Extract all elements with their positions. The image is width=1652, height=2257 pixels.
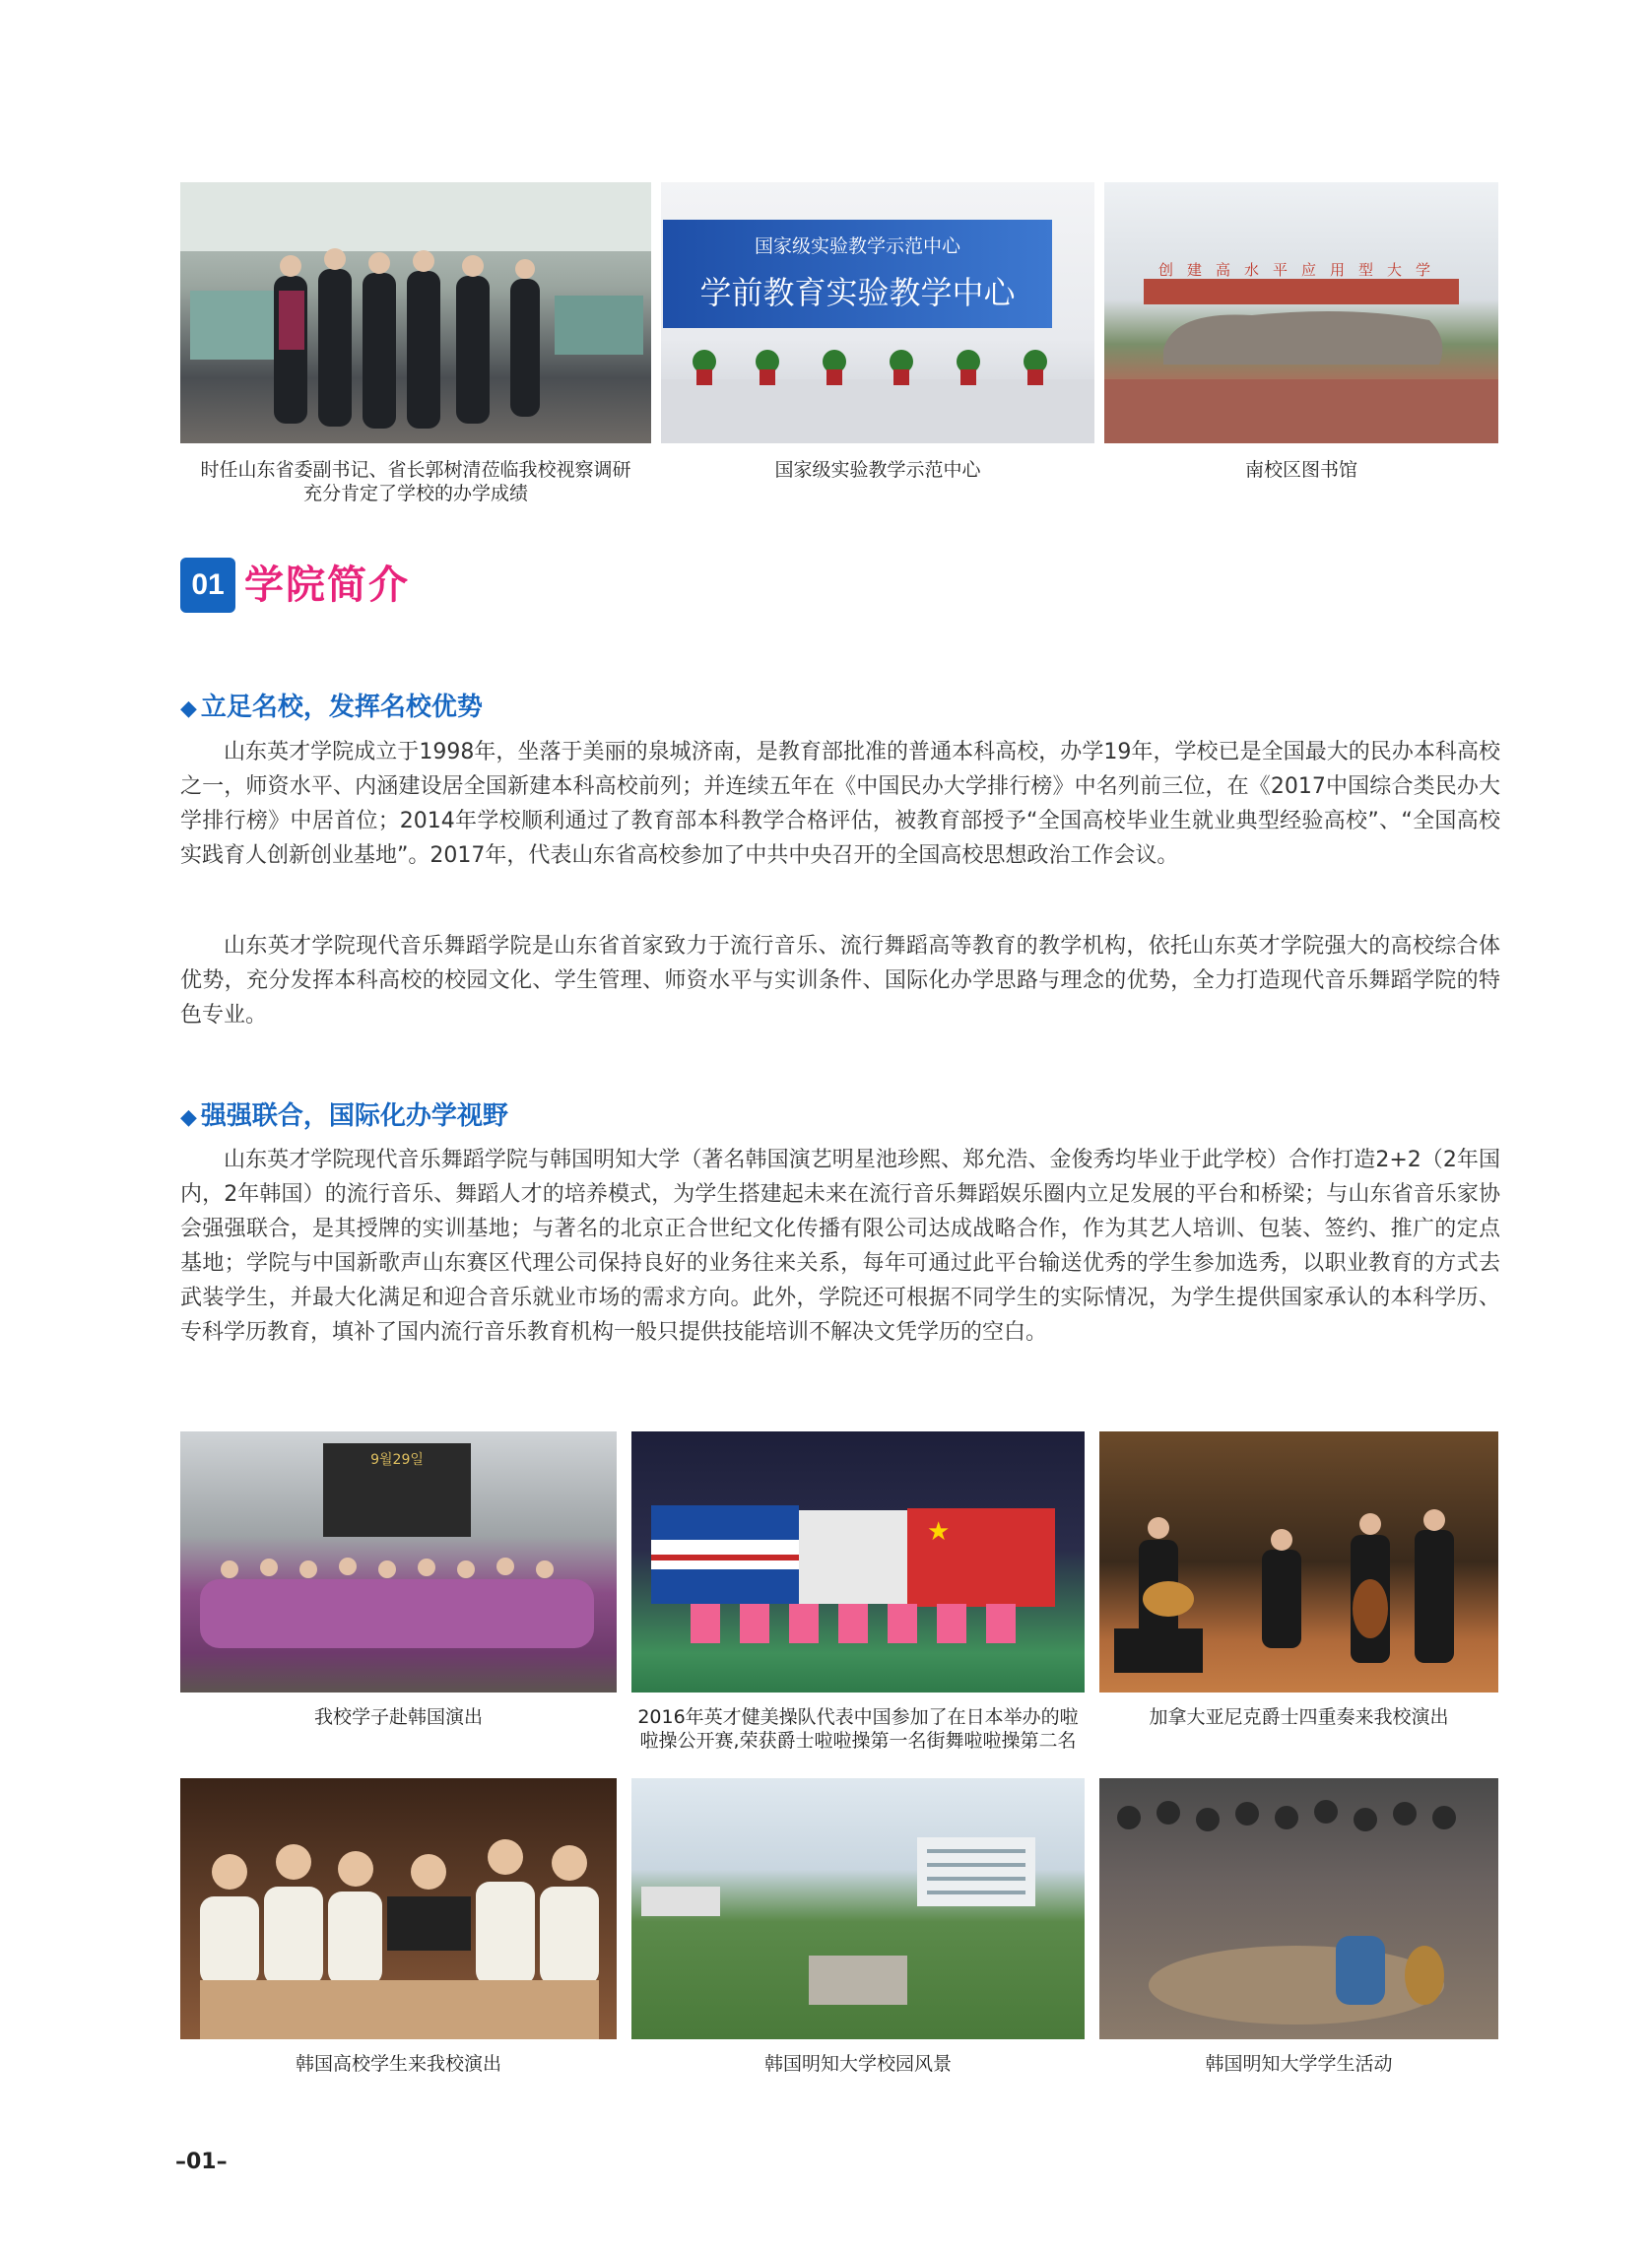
photo-myongji-activity xyxy=(1099,1778,1498,2039)
caption-line: 韩国明知大学学生活动 xyxy=(1205,2053,1393,2075)
caption-myongji-campus xyxy=(631,2052,1085,2076)
crowd-illustration xyxy=(1099,1778,1498,2039)
caption-cheer-team xyxy=(631,1705,1085,1753)
caption-line: 韩国明知大学校园风景 xyxy=(763,2053,952,2075)
flower-pots-illustration xyxy=(661,182,1094,443)
actors-illustration xyxy=(180,1778,617,2039)
paragraph-2: 山东英才学院现代音乐舞蹈学院是山东省首家致力于流行音乐、流行舞蹈高等教育的教学机构，依托山东英才学院强大的高校综合体优势，充分发挥本科高校的校园文化、学生管理、师资水平与实训条件、国际化办学思路与理念的优势，全力打造现代音乐舞蹈学院的特色专业。 xyxy=(180,934,1500,1028)
caption-myongji-activity xyxy=(1099,2052,1498,2076)
caption-teaching-center xyxy=(661,458,1094,482)
korea-banner-text: 9월29일 xyxy=(370,1452,424,1468)
library-slogan: 创建高水平应用型大学 xyxy=(1157,261,1444,279)
photo-cheer-team xyxy=(631,1431,1085,1693)
photo-korea-performance xyxy=(180,1431,617,1693)
photo-jazz-quartet xyxy=(1099,1431,1498,1693)
band-illustration xyxy=(1099,1431,1498,1693)
center-sign-line-2: 学前教育实验教学中心 xyxy=(699,274,1016,311)
subsection-heading-2 xyxy=(180,1095,508,1132)
paragraph-3: 山东英才学院现代音乐舞蹈学院与韩国明知大学（著名韩国演艺明星池珍熙、郑允浩、金俊秀均毕业于此学校）合作打造2+2（2年国内，2年韩国）的流行音乐、舞蹈人才的培养模式，为学生搭建起未来在流行音乐舞蹈娱乐圈内立足发展的平台和桥梁；与山东省音乐家协会强强联合，是其授牌的实训基地；与著名的北京正合世纪文化传播有限公司达成战略合作，作为其艺人培训、包装、签约、推广的定点基地；学院与中国新歌声山东赛区代理公司保持良好的业务往来关系，每年可通过此平台输送优秀的学生参加选秀，以职业教育的方式去武装学生，并最大化满足和迎合音乐就业市场的需求方向。此外，学院还可根据不同学生的实际情况，为学生提供国家承认的本科学历、专科学历教育，填补了国内流行音乐教育机构一般只提供技能培训不解决文凭学历的空白。 xyxy=(180,1148,1500,1345)
caption-line: 啦操公开赛,荣获爵士啦啦操第一名街舞啦啦操第二名 xyxy=(639,1730,1077,1752)
caption-korea-performance xyxy=(180,1705,617,1729)
photo-teaching-center xyxy=(661,182,1094,443)
photo-governor-visit xyxy=(180,182,651,443)
caption-line: 韩国高校学生来我校演出 xyxy=(295,2053,501,2075)
page-number: –01– xyxy=(175,2150,228,2174)
center-sign-line-1: 国家级实验教学示范中心 xyxy=(754,235,960,257)
caption-line: 充分肯定了学校的办学成绩 xyxy=(302,483,528,504)
diamond-bullet-icon: ◆ xyxy=(180,697,197,721)
caption-line: 南校区图书馆 xyxy=(1244,459,1357,481)
section-title: 学院简介 xyxy=(244,563,410,608)
caption-governor-visit xyxy=(180,458,651,505)
factory-scene-illustration xyxy=(180,182,651,443)
photo-south-library xyxy=(1104,182,1498,443)
caption-line: 国家级实验教学示范中心 xyxy=(774,459,981,481)
subsection-heading-text: 强强联合，国际化办学视野 xyxy=(200,1101,508,1131)
caption-line: 时任山东省委副书记、省长郭树清莅临我校视察调研 xyxy=(200,459,631,481)
paragraph-1: 山东英才学院成立于1998年，坐落于美丽的泉城济南，是教育部批准的普通本科高校，办学19年，学校已是全国最大的民办本科高校之一，师资水平、内涵建设居全国新建本科高校前列；并连续五年在《中国民办大学排行榜》中名列前三位，在《2017中国综合类民办大学排行榜》中居首位；2014年学校顺利通过了教育部本科教学合格评估，被教育部授予“全国高校毕业生就业典型经验高校”、“全国高校实践育人创新创业基地”。2017年，代表山东省高校参加了中共中央召开的全国高校思想政治工作会议。 xyxy=(180,740,1500,868)
photo-korean-students-show xyxy=(180,1778,617,2039)
photo-myongji-campus xyxy=(631,1778,1085,2039)
svg-text:★: ★ xyxy=(927,1517,951,1547)
caption-line: 加拿大亚尼克爵士四重奏来我校演出 xyxy=(1149,1706,1449,1728)
subsection-heading-text: 立足名校，发挥名校优势 xyxy=(200,693,483,722)
caption-line: 2016年英才健美操队代表中国参加了在日本举办的啦 xyxy=(637,1706,1079,1728)
diamond-bullet-icon: ◆ xyxy=(180,1105,197,1130)
caption-korean-students-show xyxy=(180,2052,617,2076)
subsection-heading-1 xyxy=(180,687,483,723)
campus-illustration xyxy=(631,1778,1085,2039)
flags-illustration xyxy=(631,1431,1085,1693)
dancers-illustration xyxy=(180,1431,617,1693)
caption-jazz-quartet xyxy=(1099,1705,1498,1729)
section-number-badge: 01 xyxy=(180,558,235,613)
caption-line: 我校学子赴韩国演出 xyxy=(313,1706,483,1728)
caption-south-library xyxy=(1104,458,1498,482)
stone-monument-illustration xyxy=(1104,182,1498,443)
